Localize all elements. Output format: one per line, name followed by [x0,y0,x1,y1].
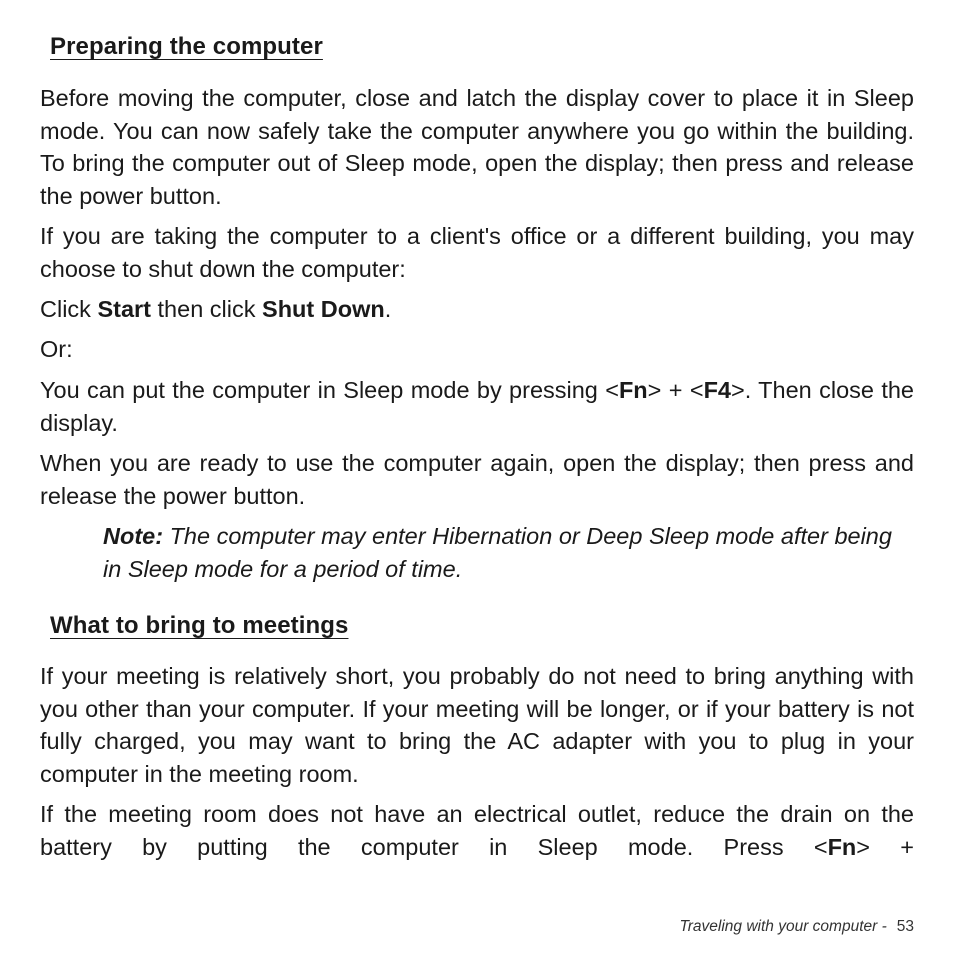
text-run: > + < [647,377,704,403]
page-footer [679,917,914,937]
text-run: then click [151,296,263,322]
fn-key-label: Fn [618,377,648,403]
paragraph-fn-f4 [40,374,914,439]
paragraph-ready-again: When you are ready to use the computer again, open the display; then press and release the power button. [40,450,914,509]
paragraph-meeting-length: If your meeting is relatively short, you probably do not need to bring anything with you other than your computer. If your meeting will be longer, or if your battery is not fully charged, you may want to bring the AC adapter with you to plug in your computer in the meeting room. [40,663,914,787]
section-heading-meetings: What to bring to meetings [50,612,349,639]
footer-title: Traveling with your computer - [679,918,887,935]
paragraph-electrical-outlet [40,798,914,863]
note-text: The computer may enter Hibernation or Deep Sleep mode after being in Sleep mode for a period of time. [103,523,892,582]
page-number: 53 [896,918,914,935]
text-run: You can put the computer in Sleep mode by pressing < [40,377,619,403]
text-run: . [384,296,392,322]
paragraph-click-start [40,293,914,326]
paragraph-or: Or: [40,336,73,362]
section-heading-preparing: Preparing the computer [50,33,323,60]
shut-down-label: Shut Down [262,296,385,322]
note-label: Note: [103,523,164,549]
text-run: >. Then close the display. [40,377,914,436]
paragraph-shut-down-choice: If you are taking the computer to a client's office or a different building, you may choose to shut down the computer: [40,223,914,282]
text-run: Click [40,296,98,322]
f4-key-label: F4 [703,377,731,403]
paragraph-sleep-mode: Before moving the computer, close and latch the display cover to place it in Sleep mode. You can now safely take the computer anywhere you go within the building. To bring the computer out of Sleep mode, open the display; then press and release the power button. [40,85,914,209]
text-run: If the meeting room does not have an electrical outlet, reduce the drain on the battery by putting the computer in Sleep mode. Press < [40,801,914,860]
fn-key-label: Fn [827,833,857,860]
start-label: Start [97,296,151,322]
note-hibernation [103,520,914,585]
text-run: > + [856,833,914,860]
